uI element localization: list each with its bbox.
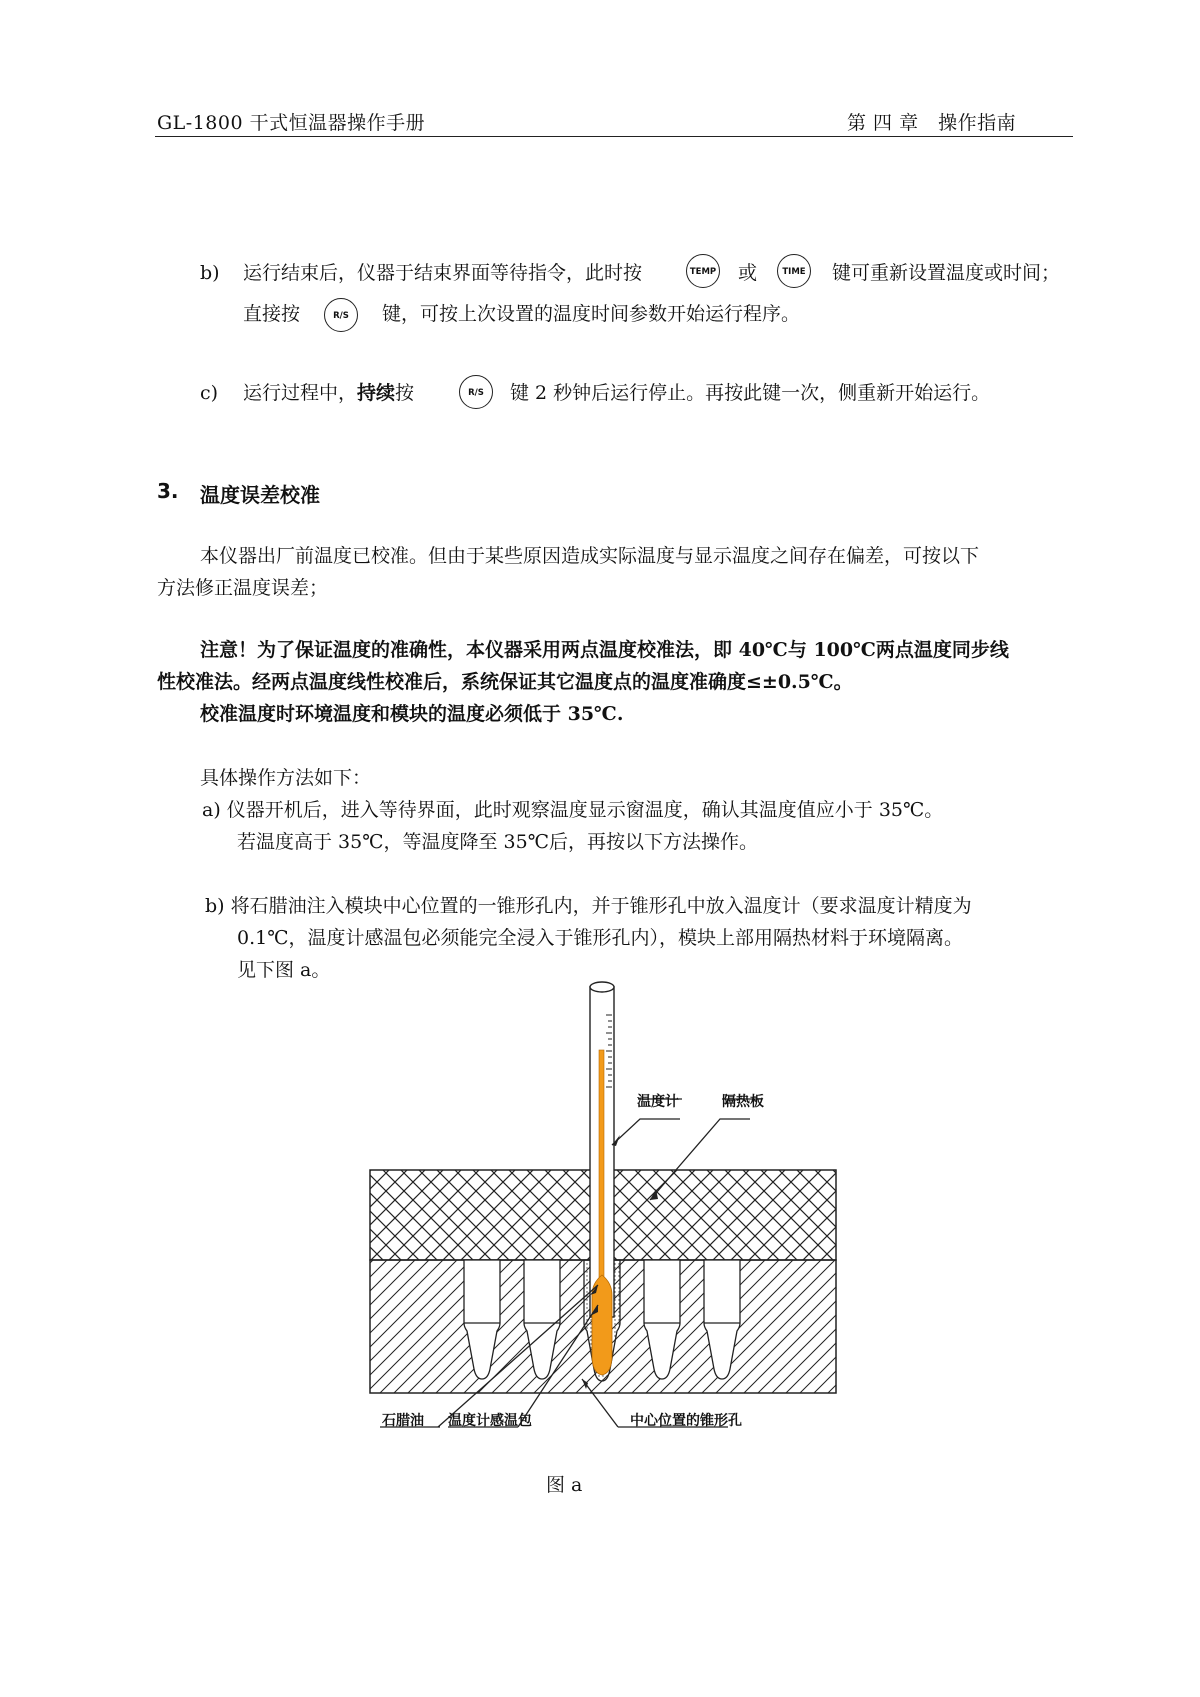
item-b-text-1a: 运行结束后，仪器于结束界面等待指令，此时按	[243, 262, 643, 284]
section-title: 温度误差校准	[200, 483, 320, 507]
figure-caption: 图 a	[546, 1474, 583, 1496]
item-c-text-bold: 持续	[357, 382, 396, 404]
step-b-line1: b) 将石腊油注入模块中心位置的一锥形孔内，并于锥形孔中放入温度计（要求温度计精度为	[205, 895, 972, 917]
item-c-text-a: 运行过程中，	[243, 382, 358, 404]
rs-key-icon: R/S	[459, 375, 493, 409]
step-a-line1: a) 仪器开机后，进入等待界面，此时观察温度显示窗温度，确认其温度值应小于 35℃。	[202, 799, 944, 821]
item-b-text-2b: 键，可按上次设置的温度时间参数开始运行程序。	[382, 303, 801, 325]
label-thermometer: 温度计	[637, 1094, 679, 1110]
step-a-line2: 若温度高于 35℃，等温度降至 35℃后，再按以下方法操作。	[237, 831, 758, 853]
label-insulation: 隔热板	[722, 1094, 764, 1110]
section-number: 3.	[157, 479, 179, 503]
time-key-icon: TIME	[777, 254, 811, 288]
temp-key-icon: TEMP	[686, 254, 720, 288]
step-b-line2: 0.1℃，温度计感温包必须能完全浸入于锥形孔内），模块上部用隔热材料于环境隔离。	[237, 927, 963, 949]
note-line3: 校准温度时环境温度和模块的温度必须低于 35℃.	[200, 703, 624, 725]
header-chapter: 第 四 章 操作指南	[847, 112, 1017, 134]
item-c-text-c: 键 2 秒钟后运行停止。再按此键一次，侧重新开始运行。	[510, 382, 991, 404]
item-b-text-1b: 键可重新设置温度或时间；	[832, 262, 1061, 284]
mercury-column	[599, 1050, 604, 1310]
header-title: GL-1800 干式恒温器操作手册	[157, 112, 426, 134]
item-c-text	[243, 380, 414, 406]
note-line2: 性校准法。经两点温度线性校准后，系统保证其它温度点的温度准确度≤±0.5℃。	[157, 671, 853, 693]
label-bulb: 温度计感温包	[448, 1413, 532, 1429]
item-c-text-b: 按	[395, 382, 415, 404]
label-center-hole: 中心位置的锥形孔	[630, 1413, 742, 1429]
para1-line2: 方法修正温度误差；	[157, 577, 329, 599]
item-b-or: 或	[738, 262, 758, 284]
figure-a-diagram	[350, 975, 850, 1455]
steps-intro: 具体操作方法如下：	[200, 767, 372, 789]
item-c-marker: c)	[200, 382, 219, 404]
label-paraffin: 石腊油	[382, 1413, 424, 1429]
para1-line1: 本仪器出厂前温度已校准。但由于某些原因造成实际温度与显示温度之间存在偏差，可按以下	[200, 545, 980, 567]
header-rule	[155, 136, 1073, 137]
item-b-text-2a: 直接按	[243, 303, 301, 325]
step-b-line3: 见下图 a。	[237, 959, 331, 981]
item-b-marker: b)	[200, 262, 220, 284]
rs-key-icon: R/S	[324, 298, 358, 332]
note-line1: 注意！为了保证温度的准确性，本仪器采用两点温度校准法，即 40℃与 100℃两点温度同步线	[200, 639, 1009, 661]
